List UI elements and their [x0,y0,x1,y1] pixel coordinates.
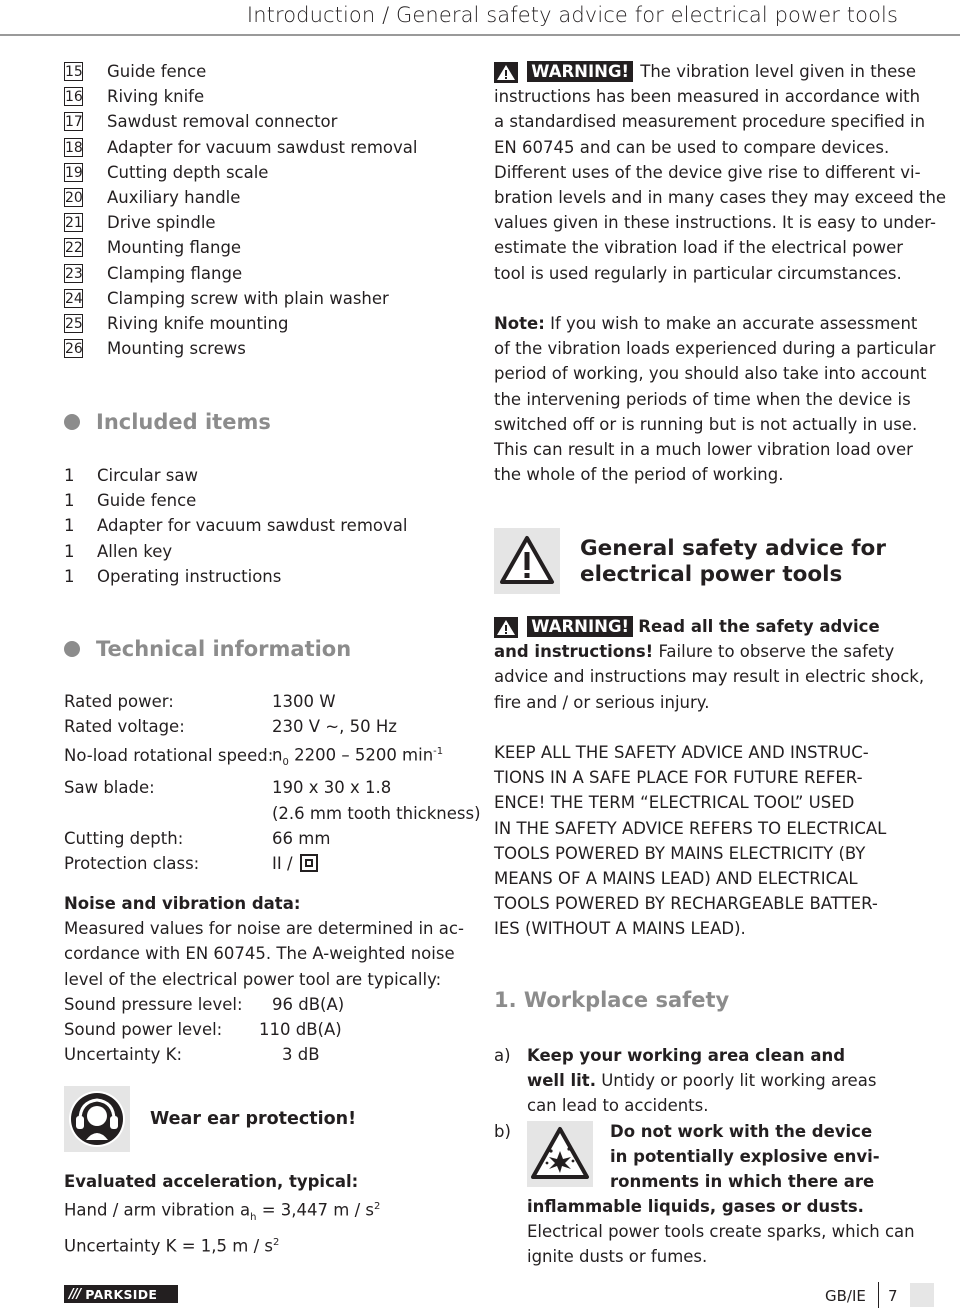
table-row: Sound power level: 110 dB(A) [64,1020,342,1040]
technical-info-heading [64,637,351,661]
part-label: Cutting depth scale [107,162,269,182]
general-warning-sign [494,528,560,594]
part-number: 26 [65,341,83,358]
acceleration-uncertainty: Uncertainty K = 1,5 m / $s^2$ [64,1236,280,1256]
acceleration-hand-arm: Hand / arm vibration $a_h = 3,447$ m / $s^2$ [64,1200,381,1223]
list-item: 1 Operating instructions [64,566,282,586]
list-item [64,336,417,361]
part-number: 25 [65,315,83,332]
table-row: Saw blade: 190 x 30 x 1.8 [64,778,392,798]
warning-triangle-icon [494,617,518,638]
workplace-item-b-bold: Do not work with the device in potentially explosive envi- ronments in which there are [610,1122,880,1192]
warning-triangle-icon [494,528,560,594]
note-section: Note: If you wish to make an accurate assessment of the vibration loads experienced during a particular period of working, you should also take into account the intervening periods of time when the device is switched off or is running but is not actually in use. This can result in a much lower vibration load over the whole of the period of working. [494,314,936,485]
warning-label: WARNING! [527,616,633,637]
part-label: Guide fence [107,62,207,81]
page-header-title: Introduction / General safety advice for electrical power tools [246,3,898,27]
list-item [64,84,417,109]
table-row: Uncertainty K: 3 dB [64,1045,320,1065]
noise-heading: Noise and vibration data: [64,894,301,913]
warning-triangle-icon [494,62,518,83]
list-item: 1 Circular saw [64,466,198,485]
ear-protection-label: Wear ear protection! [150,1109,357,1129]
part-label: Sawdust removal connector [107,112,338,132]
parkside-logo [64,1285,178,1303]
part-number: 19 [65,164,83,181]
part-number: 22 [65,240,83,257]
list-item [64,261,417,286]
parts-list [64,59,417,361]
part-number: 21 [65,215,83,232]
list-item [64,235,417,260]
noise-text-line: cordance with EN 60745. The A-weighted noise [64,944,455,964]
list-item [64,160,417,185]
note-label: Note: [494,314,545,333]
acceleration-heading: Evaluated acceleration, typical: [64,1172,359,1191]
protection-class-ii-icon [300,854,318,872]
noise-text-line: level of the electrical power tool are typically: [64,969,442,989]
workplace-safety-heading: 1. Workplace safety [494,988,730,1012]
table-row: (2.6 mm tooth thickness) [272,803,481,823]
list-item [64,311,417,336]
noise-section [64,891,464,1067]
part-label: Riving knife [107,87,205,107]
table-row: Sound pressure level: 96 dB(A) [64,994,345,1014]
part-number: 16 [65,89,83,106]
section-heading: Technical information [96,637,352,661]
part-number: 17 [65,114,83,131]
safety-caps-text: KEEP ALL THE SAFETY ADVICE AND INSTRUC- TIONS IN A SAFE PLACE FOR FUTURE REFER- ENCE! THE TERM “ELECTRICAL TOOL” USED IN THE SAFETY ADVICE REFERS TO ELECTRICAL TOOLS POWERED BY MAINS ELECTRICITY (BY MEANS OF A MAINS LEAD) AND ELECTRICAL TOOLS POWERED BY RECHARGEABLE BATTER- IES (WITHOUT A MAINS LEAD). [494,743,887,939]
page-corner-box [910,1283,934,1307]
general-safety-heading: General safety advice for electrical power tools [580,536,886,587]
part-label: Adapter for vacuum sawdust removal [107,137,418,157]
table-row: Cutting depth: 66 mm [64,828,331,848]
noise-text-line: Measured values for noise are determined in ac- [64,919,464,939]
acceleration-section [64,1169,380,1259]
table-row: Protection class: II / [64,851,481,876]
part-label: Clamping flange [107,263,243,283]
footer-divider [878,1282,879,1308]
warning-label: WARNING! [527,61,633,82]
part-label: Drive spindle [107,213,216,233]
included-items-heading [64,410,271,434]
page-number: 7 [888,1287,898,1305]
technical-table [64,689,481,876]
language-code: GB/IE [825,1287,866,1305]
part-number: 20 [65,190,83,207]
explosion-hazard-icon [527,1121,593,1187]
included-items-list [64,463,407,589]
ear-protection-icon [64,1086,130,1152]
list-item: 1 Allen key [64,541,173,561]
part-label: Mounting flange [107,238,242,258]
bullet-icon [64,641,80,657]
part-label: Riving knife mounting [107,313,289,333]
bullet-icon [64,414,80,430]
list-item [64,109,417,134]
workplace-item-b-label: b) [494,1122,511,1141]
list-item: 1 Adapter for vacuum sawdust removal [64,516,408,536]
list-item [64,210,417,235]
workplace-item-b-text: inflammable liquids, gases or dusts. Electrical power tools create sparks, which can ignite dusts or fumes. [527,1197,915,1267]
brand-name: PARKSIDE [85,1286,158,1302]
list-item [64,185,417,210]
workplace-item-a: a) Keep your working area clean and well lit. Untidy or poorly lit working areas can lead to accidents. [494,1046,877,1116]
part-number: 23 [65,265,83,282]
part-number: 24 [65,290,83,307]
part-label: Mounting screws [107,339,246,359]
ear-protection-sign [64,1086,130,1152]
section-heading: Included items [96,410,271,434]
explosive-warning-sign [527,1121,593,1187]
list-item [64,59,417,84]
part-label: Auxiliary handle [107,187,241,207]
part-label: Clamping screw with plain washer [107,288,389,308]
part-number: 15 [65,64,83,81]
vibration-warning: WARNING! The vibration level given in these instructions has been measured in accordance with a standardised measurement procedure specified in EN 60745 and can be used to compare devices. Different uses of the device give rise to different vi- bration levels and in many cases they may exceed the values given in these instructions. It is easy to under- estimate the vibration load if the electrical power tool is used regularly in particular circumstances. [494,62,947,283]
general-warning: WARNING! Read all the safety advice and instructions! Failure to observe the safety advice and instructions may result in electric shock, fire and / or serious injury. [494,617,925,712]
table-row: Rated power: 1300 W [64,692,336,711]
table-row: Rated voltage: 230 V ~, 50 Hz [64,717,397,737]
list-item: 1 Guide fence [64,491,197,511]
logo-stripes-icon: /// [69,1286,81,1302]
part-number: 18 [65,139,83,156]
list-item [64,135,417,160]
header-rule [0,34,960,36]
list-item [64,286,417,311]
table-row: No-load rotational $speed:n_0$ 2200 – 5200 $\min^{-1}$ [64,745,444,769]
